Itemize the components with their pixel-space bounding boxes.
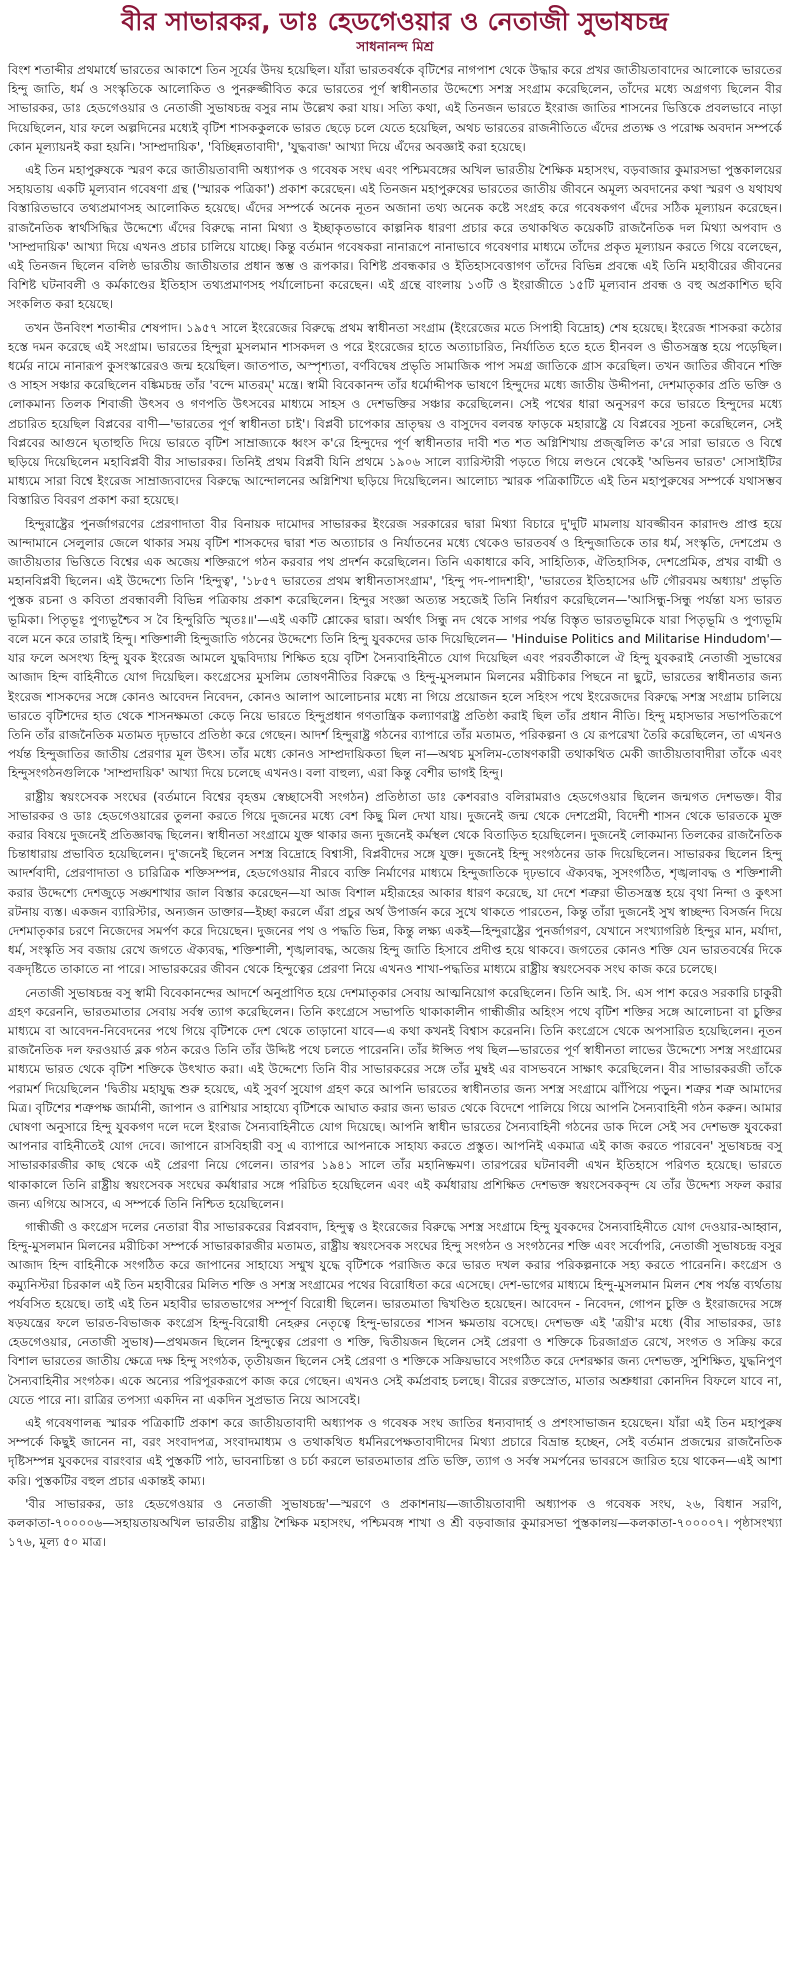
paragraph: এই গবেষণালব্ধ স্মারক পত্রিকাটি প্রকাশ করে জাতীয়তাবাদী অধ্যাপক ও গবেষক সংঘ জাতির ধন্যবাদার্হ ও প্রশংসাভাজন হয়েছেন। যাঁরা এই তিন মহাপুরুষ সম্পর্কে কিছুই জানেন না, বরং সংবাদপত্র, সংবাদমাধ্যম ও তথাকথিত ধর্মনিরপেক্ষতাবাদীদের মিথ্যা প্রচারে বিভ্রান্ত হচ্ছেন, সেই বর্তমান প্রজন্মের রাজনৈতিক দৃষ্টিসম্পন্ন যুবকদের বারংবার এই পুস্তকটি পাঠ, ভাবনাচিন্তা ও চর্চা করলে ভারতমাতার প্রতি ভক্তি, ত্যাগ ও সর্বস্ব সমর্পনের ভাবরসে জারিত হয়ে থাকেন—এই আশা করি। পুস্তকটির বহুল প্রচার একান্তই কাম্য। xyxy=(8,1416,782,1488)
paragraph: 'বীর সাভারকর, ডাঃ হেডগেওয়ার ও নেতাজী সুভাষচন্দ্র'—স্মরণে ও প্রকাশনায়—জাতীয়তাবাদী অধ্যাপক ও গবেষক সংঘ, ২৬, বিধান সরণি, কলকাতা-৭০০০০৬—সহায়তায়অখিল ভারতীয় রাষ্ট্রীয় শৈক্ষিক মহাসংঘ, পশ্চিমবঙ্গ শাখা ও শ্রী বড়বাজার কুমারসভা পুস্তকালয়—কলকাতা-৭০০০০৭। পৃষ্ঠাসংখ্যা ১৭৬, মূল্য ৫০ মাত্র। xyxy=(8,1496,782,1550)
paragraph: গান্ধীজী ও কংগ্রেস দলের নেতারা বীর সাভারকরের বিপ্লববাদ, হিন্দুত্ব ও ইংরেজের বিরুদ্ধে সশস্ত্র সংগ্রামে হিন্দু যুবকদের সৈন্যবাহিনীতে যোগ দেওয়ার-আহ্বান, হিন্দু-মুসলমান মিলনের মরীচিকা সম্পর্কে সাভারকারজীর মতামত, রাষ্ট্রীয় স্বয়ংসেবক সংঘের হিন্দু সংগঠন ও সংগঠনের শক্তি এবং সর্বোপরি, নেতাজী সুভাষচন্দ্র বসুর আজাদ হিন্দ বাহিনীকে সংগঠিত করে জাপানের সাহায্যে সম্মুখ যুদ্ধে বৃটিশকে পরাজিত করে ভারত দখল করার পরিকল্পনাকে সহ্য করতে পারেননি। কংগ্রেস ও কম্যুনিস্টরা চিরকাল এই তিন মহাবীরের মিলিত শক্তি ও সশস্ত্র সংগ্রামের পথের বিরোধিতা করে এসেছে। দেশ-ভাগের মাধ্যমে হিন্দু-মুসলমান মিলন শেষ পর্যন্ত ব্যর্থতায় পর্যবসিত হয়েছে। তাই এই তিন মহাবীর ভারতভাগের সম্পূর্ণ বিরোধী ছিলেন। ভারতমাতা দ্বিখণ্ডিত হয়েছেন। আবেদন - নিবেদন, গোপন চুক্তি ও ইংরাজদের সঙ্গে ষড়যন্ত্রের ফলে ভারত-বিভাজক কংগ্রেস হিন্দু-বিরোধী নেহরুর নেতৃত্বে হিন্দু-ভারতের শাসন ক্ষমতায় বসেছে। দেশভক্ত এই 'ত্রয়ী'র মধ্যে (বীর সাভারকর, ডাঃ হেডগেওয়ার, নেতাজী সুভাষ)—প্রথমজন ছিলেন হিন্দুত্বের প্রেরণা ও শক্তি, দ্বিতীয়জন ছিলেন সেই প্রেরণা ও শক্তিকে চিরজাগ্রত রেখে, সংগত ও সক্রিয় করে বিশাল ভারতের জাতীয় ক্ষেত্রে দক্ষ হিন্দু সংগঠক, তৃতীয়জন ছিলেন সেই প্রেরণা ও শক্তিকে সক্রিয়ভাবে সংগঠিত করে দেশরক্ষার জন্য দেশভক্ত, সুশিক্ষিত, যুদ্ধনিপুণ সৈন্যবাহিনীর সংগঠক। একে অন্যের পরিপূরকরূপে কাজ করে গেছেন। এখনও সেই কর্মপ্রবাহ চলছে। বীরের রক্তস্রোত, মাতার অশ্রুধারা কোনদিন বিফলে যাবে না, যেতে পারে না। রাত্রির তপস্যা একদিন না একদিন সুপ্রভাত নিয়ে আসবেই। xyxy=(8,1219,782,1407)
article-author: সাধনানন্দ মিশ্র xyxy=(356,39,434,55)
paragraph: এই তিন মহাপুরুষকে স্মরণ করে জাতীয়তাবাদী অধ্যাপক ও গবেষক সংঘ এবং পশ্চিমবঙ্গের অখিল ভারতীয় শৈক্ষিক মহাসংঘ, বড়বাজার কুমারসভা পুস্তকালয়ের সহায়তায় একটি মূল্যবান গবেষণা গ্রন্থ ('স্মারক পত্রিকা') প্রকাশ করেছেন। এই তিনজন মহাপুরুষের ভারতের জাতীয় জীবনে অমূল্য অবদানের কথা স্মরণ ও যথাযথ বিস্তারিতভাবে তথ্যপ্রমাণসহ আলোকিত হয়েছে। এঁদের সম্পর্কে অনেক নূতন অজানা তথ্য অনেক কষ্টে সংগ্রহ করে গবেষকগণ এঁদের সঠিক মূল্যায়ন করেছেন। রাজনৈতিক স্বার্থসিদ্ধির উদ্দেশ্যে এঁদের বিরুদ্ধে নানা মিথ্যা ও ইচ্ছাকৃতভাবে কাল্পনিক ধারণা প্রচার করে তথাকথিত কয়েকটি রাজনৈতিক দল মিথ্যা অপবাদ ও 'সাম্প্রদায়িক' আখ্যা দিয়ে এখনও প্রচার চালিয়ে যাচ্ছে। কিন্তু বর্তমান গবেষকরা নানারূপে নানাভাবে গবেষণার মাধ্যমে তাঁদের প্রকৃত মূল্যায়ন করতে গিয়ে বলেছেন, এই তিনজন ছিলেন বলিষ্ঠ ভারতীয় জাতীয়তার প্রধান স্তম্ভ ও রূপকার। বিশিষ্ট প্রবন্ধকার ও ইতিহাসবেত্তাগণ তাঁদের বিভিন্ন প্রবন্ধে এই তিনি মহাবীরের জীবনের বিশিষ্ট ঘটনাবলী ও কর্মকাণ্ডের ইতিহাস তথ্যপ্রমাণসহ পর্যালোচনা করেছেন। এই গ্রন্থে বাংলায় ১৩টি ও ইংরাজীতে ১৫টি মূল্যবান প্রবন্ধ ও বহু অপ্রকাশিত ছবি সংকলিত করা হয়েছে। xyxy=(8,163,782,312)
paragraph: তখন উনবিংশ শতাব্দীর শেষপাদ। ১৯৫৭ সালে ইংরেজের বিরুদ্ধে প্রথম স্বাধীনতা সংগ্রাম (ইংরেজের মতে সিপাহী বিদ্রোহ) শেষ হয়েছে। ইংরেজ শাসকরা কঠোর হস্তে দমন করেছে এই সংগ্রাম। ভারতের হিন্দুরা মুসলমান শাসকদল ও পরে ইংরেজের হাতে অত্যাচারিত, নির্যাতিত হতে হতে হীনবল ও ভীতসন্ত্রস্ত হয়ে পড়েছিল। ধর্মের নামে নানারূপ কুসংস্কারেরও জন্ম হয়েছিল। জাতপাত, অস্পৃশ্যতা, বর্ণবিদ্বেষ প্রভৃতি সামাজিক পাপ সমগ্র জাতিকে গ্রাস করেছিল। তখন জাতির জীবনে শক্তি ও সাহস সঞ্চার করেছিলেন বঙ্কিমচন্দ্র তাঁর 'বন্দে মাতরম্' মন্ত্রে। স্বামী বিবেকানন্দ তাঁর ধর্মোদ্দীপক ভাষণে হিন্দুদের মধ্যে জাতীয় উদ্দীপনা, দেশমাতৃকার প্রতি ভক্তি ও লোকমান্য তিলক শিবাজী উৎসব ও গণপতি উৎসবের মাধ্যমে সাহস ও দেশভক্তির সঞ্চার করেছিলেন। সেই পথের ধারা অনুসরণ করে ভারতে হিন্দুদের মধ্যে প্রচারিত হয়েছিল বিপ্লবের বাণী—'ভারতের পূর্ণ স্বাধীনতা চাই'। বিপ্লবী চাপেকার ভ্রাতৃদ্বয় ও বাসুদেব বলবন্ত ফাড়কে মহারাষ্ট্রে যে বিপ্লবের সূচনা করেছিলেন, সেই বিপ্লবের আগুনে ঘৃতাহুতি দিয়ে ভারতে বৃটিশ সাম্রাজ্যকে ধ্বংস ক'রে হিন্দুদের পূর্ণ স্বাধীনতার দাবী শত শত অগ্নিশিখায় প্রজ্জ্বলিত ক'রে সারা ভারতে ও বিশ্বে ছড়িয়ে দিয়েছিলেন মহাবিপ্লবী বীর সাভারকর। তিনিই প্রথম বিপ্লবী যিনি প্রথমে ১৯০৬ সালে ব্যারিস্টারী পড়তে গিয়ে লণ্ডনে থেকেই 'অভিনব ভারত' সোসাইটির মাধ্যমে সারা বিশ্বে ইংরেজ সাম্রাজ্যবাদের বিরুদ্ধে আন্দোলনের অগ্নিশিখা ছড়িয়ে দিয়েছিলেন। আলোচ্য স্মারক পত্রিকাটিতে এই তিন মহাপুরুষের সম্পর্কে যথাসম্ভব বিস্তারিত বিবরণ প্রকাশ করা হয়েছে। xyxy=(8,320,782,508)
paragraph: রাষ্ট্রীয় স্বয়ংসেবক সংঘের (বর্তমানে বিশ্বের বৃহত্তম স্বেচ্ছাসেবী সংগঠন) প্রতিষ্ঠাতা ডাঃ কেশবরাও বলিরামরাও হেডগেওয়ার ছিলেন জন্মগত দেশভক্ত। বীর সাভারকর ও ডাঃ হেডগেওয়ারের তুলনা করতে গিয়ে দুজনের মধ্যে বেশ কিছু মিল দেখা যায়। দুজনেই জন্ম থেকে দেশপ্রেমী, বিদেশী শাসন থেকে ভারতকে মুক্ত করার বিষয়ে দুজনেই প্রতিজ্ঞাবদ্ধ ছিলেন। স্বাধীনতা সংগ্রামে যুক্ত থাকার জন্য দুজনেই কর্মস্থল থেকে বিতাড়িত হয়েছিলেন। দুজনেই লোকমান্য তিলকের রাজনৈতিক চিন্তাধারায় প্রভাবিত হয়েছিলেন। দু'জনেই ছিলেন সশস্ত্র বিদ্রোহে বিশ্বাসী, বিপ্লবীদের সঙ্গে যুক্ত। দুজনেই হিন্দু সংগঠনের ডাক দিয়েছিলেন। সাভারকর ছিলেন হিন্দু আদর্শবাদী, প্রেরণাদাতা ও চারিত্রিক শক্তিসম্পন্ন, হেডগেওয়ার নীরবে ব্যক্তি নির্মাণের মাধ্যমে হিন্দুজাতিকে দৃঢ়ভাবে ঐক্যবদ্ধ, সুসংগঠিত, শৃঙ্খলাবদ্ধ ও শক্তিশালী করার উদ্দেশ্যে দেশজুড়ে সঙ্ঘশাখার জাল বিস্তার করেছেন—যা আজ বিশাল মহীরূহের আকার ধারণ করেছে, যা দেশে শত্রুরা ভীতসন্ত্রস্ত হয়ে বৃথা নিন্দা ও কুৎসা রটনায় ব্যস্ত। একজন ব্যারিস্টার, অন্যজন ডাক্তার—ইচ্ছা করলে এঁরা প্রচুর অর্থ উপার্জন করে সুখে থাকতে পারতেন, কিন্তু তাঁরা দুজনেই সুখ স্বাচ্ছন্দ্য বিসর্জন দিয়ে দেশমাতৃকার চরণে নিজেদের সমর্পণ করে দিয়েছেন। দুজনের পথ ও পদ্ধতি ভিন্ন, কিন্তু লক্ষ্য একই—হিন্দুরাষ্ট্রের পুনর্জাগরণ, যেখানে সংখ্যাগরিষ্ঠ হিন্দুর মান, মর্যাদা, ধর্ম, সংস্কৃতি সব বজায় রেখে জগতে ঐক্যবদ্ধ, শক্তিশালী, শৃঙ্খলাবদ্ধ, অজেয় হিন্দু জাতি হিসাবে প্রদীপ্ত হয়ে থাকবে। জগতের কোনও শক্তি যেন ভারতবর্ষের দিকে বক্রদৃষ্টিতে তাকাতে না পারে। সাভারকরের জীবন থেকে হিন্দুত্বের প্রেরণা নিয়ে এখনও শাখা-পদ্ধতির মাধ্যমে রাষ্ট্রীয় স্বয়ংসেবক সংঘ কাজ করে চলেছে। xyxy=(8,789,782,977)
paragraph: হিন্দুরাষ্ট্রের পুনর্জাগরণের প্রেরণাদাতা বীর বিনায়ক দামোদর সাভারকর ইংরেজ সরকারের দ্বারা মিথ্যা বিচারে দু'দুটি মামলায় যাবজ্জীবন কারাদণ্ড প্রাপ্ত হয়ে আন্দামানে সেলুলার জেলে থাকার সময় বৃটিশ শাসকদের দ্বারা শত অত্যাচার ও নির্যাতনের মধ্যে থেকেও ভারতবর্ষ ও হিন্দুজাতিকে তার ধর্ম, সংস্কৃতি, দেশপ্রেম ও জাতীয়তার ভিত্তিতে বিশ্বের এক অজেয় শক্তিরূপে গঠন করবার পথ প্রদর্শন করেছিলেন। তিনি একাধারে কবি, সাহিত্যিক, ঐতিহাসিক, দেশপ্রেমিক, প্রখর বাগ্মী ও মহানবিপ্লবী ছিলেন। এই উদ্দেশ্যে তিনি 'হিন্দুত্ব', '১৮৫৭ ভারতের প্রথম স্বাধীনতাসংগ্রাম', 'হিন্দু পদ-পাদশাহী', 'ভারতের ইতিহাসের ৬টি গৌরবময় অধ্যায়' প্রভৃতি পুস্তক রচনা ও কবিতা প্রবন্ধাবলী বিভিন্ন পত্রিকায় প্রকাশ করেছিলেন। হিন্দুর সংজ্ঞা অত্যন্ত সহজেই তিনি নির্ধারণ করেছিলেন—'আসিন্ধু-সিন্ধু পর্যন্তা যস্য ভারত ভূমিকা। পিতৃভূঃ পুণ্যভূশ্চৈব স বৈ হিন্দুরিতি স্মৃতঃ॥'—এই একটি শ্লোকের দ্বারা। অর্থাৎ সিন্ধু নদ থেকে সাগর পর্যন্ত বিস্তৃত ভারতভূমিকে যারা পিতৃভূমি ও পুণ্যভূমি বলে মনে করে তারাই হিন্দু। শক্তিশালী হিন্দুজাতি গঠনের উদ্দেশ্যে তিনি হিন্দু যুবকদের ডাক দিয়েছিলেন— 'Hinduise Politics and Militarise Hindudom'—যার ফলে অসংখ্য হিন্দু যুবক ইংরেজ আমলে যুদ্ধবিদ্যায় শিক্ষিত হয়ে বৃটিশ সৈন্যবাহিনীতে যোগ দিয়েছিল এবং পরবর্তীকালে ঐ হিন্দু যুবকরাই নেতাজী সুভাষের আজাদ হিন্দ বাহিনীতে যোগ দিয়েছিল। কংগ্রেসের মুসলিম তোষণনীতির বিরুদ্ধে ও হিন্দু-মুসলমান মিলনের মরীচিকার পিছনে না ছুটে, ভারতের স্বাধীনতার জন্য ইংরেজ শাসকদের সঙ্গে কোনও আবেদন নিবেদন, কোনও আলাপ আলোচনার মধ্যে না গিয়ে প্রয়োজন হলে সহিংস পথে ইংরেজদের বিরুদ্ধে সশস্ত্র সংগ্রাম চালিয়ে ভারতে বৃটিশদের হাত থেকে শাসনক্ষমতা কেড়ে নিয়ে ভারতে হিন্দুপ্রধান গণতান্ত্রিক কল্যাণরাষ্ট্র প্রতিষ্ঠা করাই ছিল তাঁর প্রধান নীতি। হিন্দু মহাসভার সভাপতিরূপে তিনি তাঁর রাজনৈতিক মতামত দৃঢ়ভাবে প্রতিষ্ঠা করে গেছেন। আদর্শ হিন্দুরাষ্ট্র গঠনের ব্যাপারে তাঁর মতামত, পরিকল্পনা ও যে রূপরেখা তৈরি করেছিলেন, তা এখনও পর্যন্ত হিন্দুজাতির জাতীয় প্রেরণার মূল উৎস। তাঁর মধ্যে কোনও সাম্প্রদায়িকতা ছিল না—অথচ মুসলিম-তোষণকারী তথাকথিত মেকী জাতীয়তাবাদীরা তাঁকে এবং হিন্দুসংগঠনগুলিকে 'সাম্প্রদায়িক' আখ্যা দিয়ে চলেছে এখনও। বলা বাহুল্য, এরা কিন্তু বেশীর ভাগই হিন্দু। xyxy=(8,516,782,781)
paragraph: নেতাজী সুভাষচন্দ্র বসু স্বামী বিবেকানন্দের আদর্শে অনুপ্রাণিত হয়ে দেশমাতৃকার সেবায় আত্মনিয়োগ করেছিলেন। তিনি আই. সি. এস পাশ করেও সরকারি চাকুরী গ্রহণ করেননি, ভারতমাতার সেবায় সর্বস্ব ত্যাগ করেছিলেন। তিনি কংগ্রেসে সভাপতি থাকাকালীন গান্ধীজীর অহিংস পথে বৃটিশ শক্তির সঙ্গে আলোচনা বা চুক্তির মাধ্যমে বা আবেদন-নিবেদনের পথে গিয়ে বৃটিশকে দেশ থেকে তাড়ানো যাবে—এ কথা কখনই বিশ্বাস করেননি। তিনি কংগ্রেসে থেকে অপসারিত হয়েছিলেন। নূতন রাজনৈতিক দল ফরওয়ার্ড ব্লক গঠন করেও তিনি তাঁর উদ্দিষ্ট পথে চলতে পারেননি। তাঁর ঈপ্সিত পথ ছিল—ভারতের পূর্ণ স্বাধীনতা লাভের উদ্দেশ্যে সশস্ত্র সংগ্রামের মাধ্যমে ভারত থেকে বৃটিশ শক্তিকে উৎখাত করা। এই উদ্দেশ্যে তিনি বীর সাভারকরের সঙ্গে তাঁর মুম্বই এর বাসভবনে সাক্ষাৎ করেছিলেন। বীর সাভারকরজী তাঁকে পরামর্শ দিয়েছিলেন 'দ্বিতীয় মহাযুদ্ধ শুরু হয়েছে, এই সুবর্ণ সুযোগ গ্রহণ করে আপনি ভারতের স্বাধীনতার জন্য সশস্ত্র সংগ্রামে ঝাঁপিয়ে পড়ুন। শত্রুর শত্রু আমাদের মিত্র। বৃটিশের শত্রুপক্ষ জার্মানী, জাপান ও রাশিয়ার সাহায্যে বৃটিশকে আঘাত করার জন্য ভারত থেকে বিদেশে পালিয়ে গিয়ে আপনি সৈন্যবাহিনী গঠন করুন। আমার ঘোষণা অনুসারে হিন্দু যুবকগণ দলে দলে ইংরাজ সৈন্যবাহিনীতে যোগ দিয়েছে। আপনি স্বাধীন ভারতের সৈন্যবাহিনী গঠনের ডাক দিলে সেই সব দেশভক্ত যুবকেরা আপনার বাহিনীতেই যোগ দেবে। জাপানে রাসবিহারী বসু এ ব্যাপারে আপনাকে সাহায্য করতে প্রস্তুত। আপনিই একমাত্র এই কাজ করতে পারবেন' সুভাষচন্দ্র বসু সাভারকারজীর কাছ থেকে এই প্রেরণা নিয়ে গেলেন। তারপর ১৯৪১ সালে তাঁর মহানিষ্ক্রমণ। তারপরের ঘটনাবলী এখন ইতিহাসে পরিণত হয়েছে। ভারতে থাকাকালে তিনি রাষ্ট্রীয় স্বয়ংসেবক সংঘের কর্মধারার সঙ্গে পরিচিত হয়েছিলেন এবং এই কর্মধারায় প্রশিক্ষিত দেশভক্ত স্বয়ংসেবকবৃন্দ যে তাঁর উদ্দেশ্য সফল করার জন্য এগিয়ে আসবে, এ সম্পর্কে তিনি নিশ্চিত হয়েছিলেন। xyxy=(8,985,782,1211)
article-body xyxy=(8,61,782,1552)
paragraph: বিংশ শতাব্দীর প্রথমার্ধে ভারতের আকাশে তিন সূর্যের উদয় হয়েছিল। যাঁরা ভারতবর্ষকে বৃটিশের নাগপাশ থেকে উদ্ধার করে প্রখর জাতীয়তাবাদের আলোকে ভারতের হিন্দু জাতি, ধর্ম ও সংস্কৃতিকে আলোকিত ও পুনরুজ্জীবিত করে ভারতের পূর্ণ স্বাধীনতার উদ্দেশ্যে সশস্ত্র সংগ্রাম করেছিলেন, তাঁদের মধ্যে অগ্রগণ্য ছিলেন বীর সাভারকর, ডাঃ হেডগেওয়ার ও নেতাজী সুভাষচন্দ্র বসুর নাম উল্লেখ করা যায়। সত্যি কথা, এই তিনজন ভারতে ইংরাজ জাতির শাসনের ভিত্তিকে প্রবলভাবে নাড়া দিয়েছিলেন, যার ফলে অল্পদিনের মধ্যেই বৃটিশ শাসককুলকে ভারত ছেড়ে চলে যেতে হয়েছিল, অথচ ভারতের রাজনীতিতে এঁদের প্রত্যক্ষ ও পরোক্ষ অবদান সম্পর্কে কোন মূল্যায়নই করা হয়নি। 'সাম্প্রদায়িক', 'বিচ্ছিন্নতাবাদী', 'যুদ্ধবাজ' আখ্যা দিয়ে এঁদের অবজ্ঞাই করা হয়েছে। xyxy=(8,63,782,154)
article-title: বীর সাভারকর, ডাঃ হেডগেওয়ার ও নেতাজী সুভাষচন্দ্র xyxy=(121,7,669,36)
